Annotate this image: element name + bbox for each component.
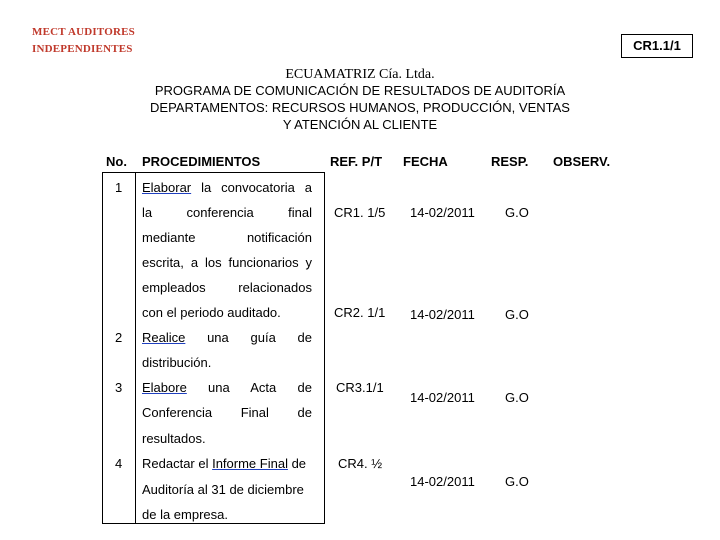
row-4-line-3: de la empresa. [142, 507, 228, 522]
row-1-resp-1: G.O [505, 205, 529, 220]
row-1-word: notificación [246, 230, 312, 245]
row-3-link-elabore[interactable]: Elabore [142, 380, 187, 395]
row-3-line-3: resultados. [142, 431, 206, 446]
row-1-word: funcionarios [228, 255, 299, 270]
row-1-word: empleados [142, 280, 206, 295]
row-1-line-5 [142, 280, 312, 295]
row-3-fecha: 14-02/2011 [410, 390, 475, 405]
row-3-word: Final [240, 405, 269, 420]
row-3-word: Conferencia [142, 405, 213, 420]
row-2-line-2: distribución. [142, 355, 212, 370]
row-1-ref-1: CR1. 1/5 [334, 205, 386, 220]
header-procedimientos: PROCEDIMIENTOS [142, 154, 261, 169]
row-1-number: 1 [115, 180, 123, 195]
row-4-link-informe-final[interactable]: Informe Final [212, 456, 288, 471]
logo-line-1: MECT AUDITORES [32, 26, 135, 38]
row-1-word: conferencia [186, 205, 254, 220]
row-1-word: relacionados [238, 280, 312, 295]
row-3-word: de [297, 405, 312, 420]
company-logo [32, 24, 135, 58]
row-2-word: guía [250, 330, 276, 345]
row-4-resp: G.O [505, 474, 529, 489]
row-3-word: Acta [250, 380, 277, 395]
row-3-word: una [208, 380, 230, 395]
row-1-word: y [305, 255, 312, 270]
row-1-word: los [204, 255, 222, 270]
logo-line-2: INDEPENDIENTES [32, 43, 133, 55]
header-ref: REF. P/T [330, 154, 383, 169]
row-1-word: a [190, 255, 199, 270]
row-4-fecha: 14-02/2011 [410, 474, 475, 489]
row-1-word: a [304, 180, 312, 195]
row-1-line-4 [142, 255, 312, 270]
row-3-line-2 [142, 405, 312, 420]
row-2-number: 2 [115, 330, 123, 345]
header-fecha: FECHA [403, 154, 448, 169]
row-4-text: Redactar el [142, 456, 213, 471]
title-line-2: DEPARTAMENTOS: RECURSOS HUMANOS, PRODUCCIÓN, VENTAS [150, 100, 570, 115]
company-name: ECUAMATRIZ Cía. Ltda. [285, 67, 435, 82]
row-3-resp: G.O [505, 390, 529, 405]
row-1-word: la [201, 180, 212, 195]
row-2-word: de [297, 330, 312, 345]
row-1-link-elaborar[interactable]: Elaborar [142, 180, 192, 195]
row-1-resp-2: G.O [505, 307, 529, 322]
row-4-ref: CR4. ½ [338, 456, 383, 471]
row-1-word: escrita, [142, 255, 184, 270]
row-3-line-1 [142, 380, 312, 395]
row-1-line-6: con el periodo auditado. [142, 305, 281, 320]
row-4-line-1 [142, 456, 306, 471]
row-1-fecha-1: 14-02/2011 [410, 205, 475, 220]
row-3-number: 3 [115, 380, 123, 395]
row-4-text: de [287, 456, 307, 471]
column-divider-procedimientos [324, 172, 325, 524]
column-divider-no [135, 172, 136, 524]
table-bottom-border [102, 523, 325, 524]
header-observ: OBSERV. [553, 154, 611, 169]
row-1-fecha-2: 14-02/2011 [410, 307, 475, 322]
row-3-word: de [297, 380, 312, 395]
row-4-number: 4 [115, 456, 123, 471]
row-1-word: convocatoria [221, 180, 295, 195]
row-2-link-realice[interactable]: Realice [142, 330, 186, 345]
row-3-ref: CR3.1/1 [336, 380, 384, 395]
row-1-word: la [142, 205, 153, 220]
row-1-line-1 [142, 180, 312, 195]
header-resp: RESP. [491, 154, 529, 169]
row-1-word: mediante [142, 230, 196, 245]
row-2-word: una [207, 330, 229, 345]
title-line-3: Y ATENCIÓN AL CLIENTE [282, 117, 438, 132]
row-4-line-2: Auditoría al 31 de diciembre [142, 482, 304, 497]
header-no: No. [106, 154, 127, 169]
row-2-line-1 [142, 330, 312, 345]
row-1-line-2 [142, 205, 312, 220]
row-1-word: final [288, 205, 312, 220]
row-1-ref-2: CR2. 1/1 [334, 305, 386, 320]
document-code: CR1.1/1 [621, 34, 693, 58]
title-line-1: PROGRAMA DE COMUNICACIÓN DE RESULTADOS DE AUDITORÍA [154, 83, 566, 98]
row-1-line-3 [142, 230, 312, 245]
table-left-border [102, 172, 103, 524]
